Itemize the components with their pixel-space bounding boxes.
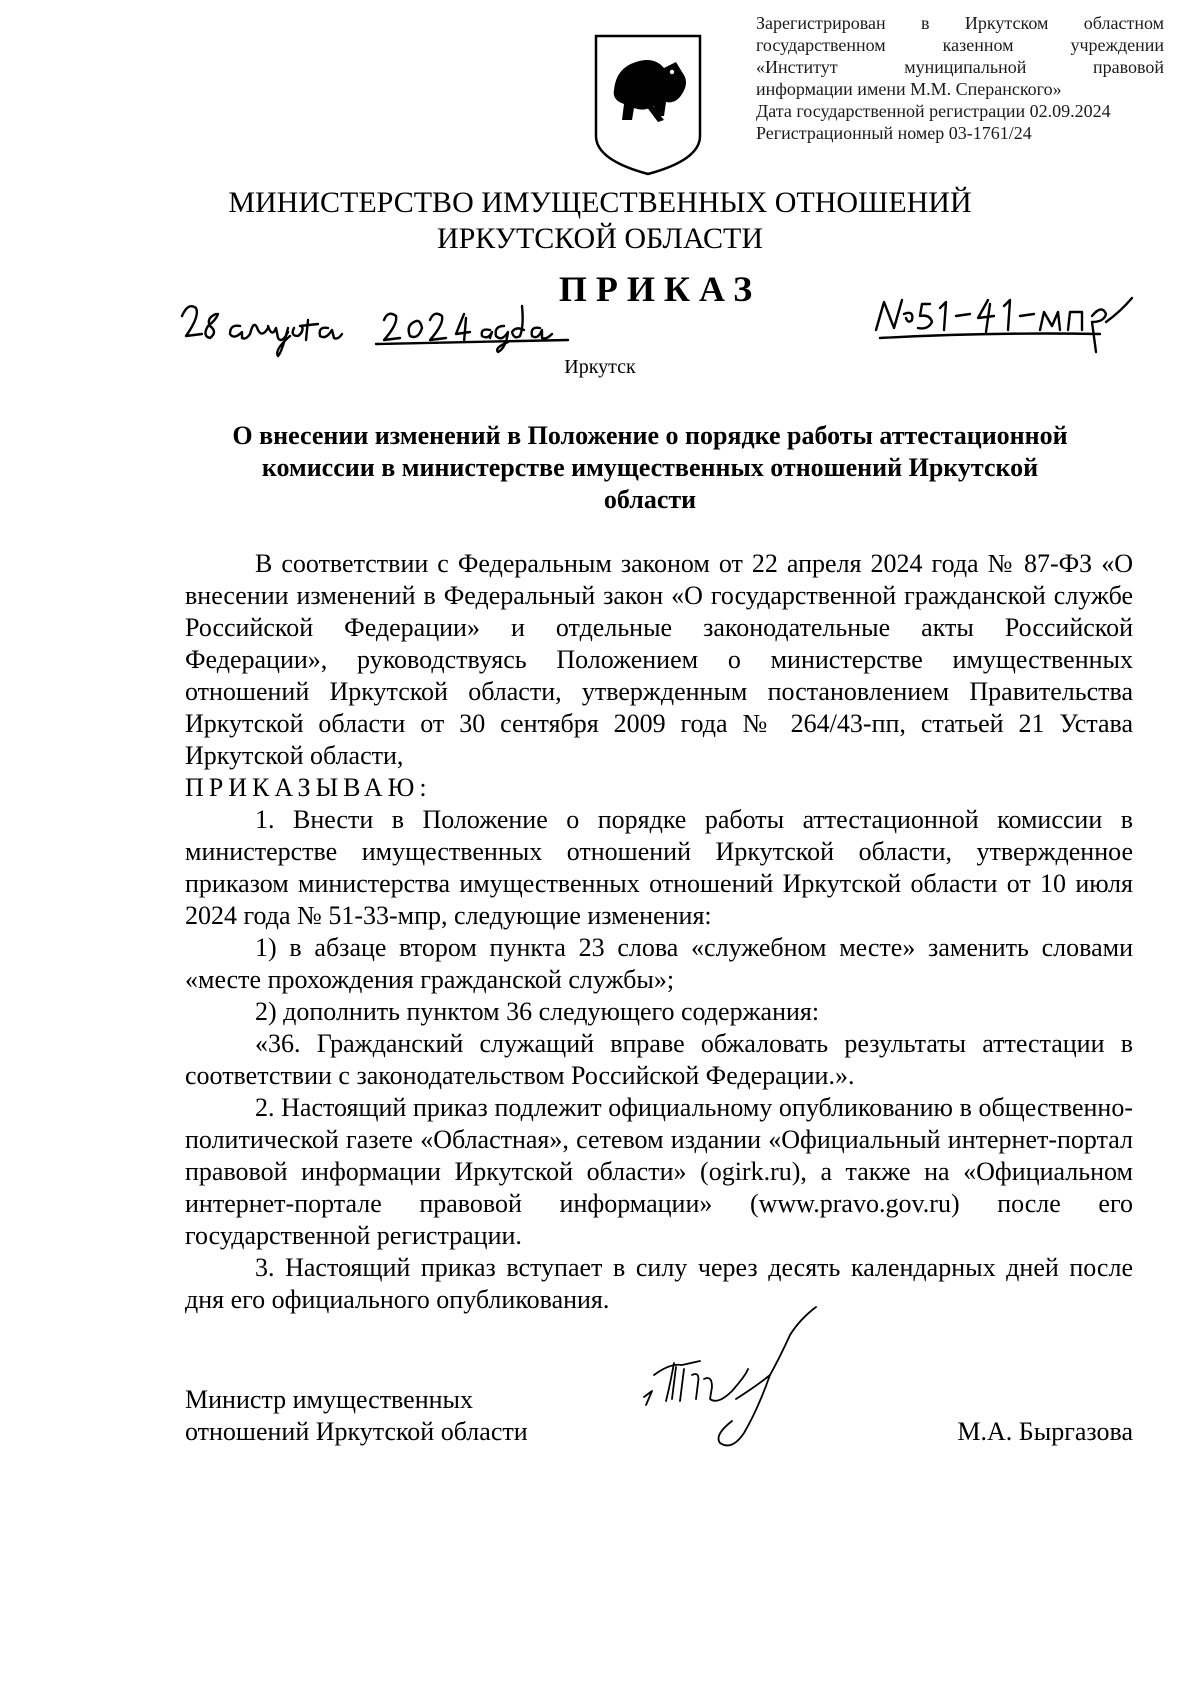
signer-title-line1: Министр имущественных (185, 1385, 474, 1414)
item-1-subitem-1: 1) в абзаце втором пункта 23 слова «служебном месте» заменить словами «месте прохождения гражданской службы»; (185, 933, 1133, 994)
handwritten-signature (640, 1305, 880, 1455)
registration-stamp (756, 12, 1164, 144)
signer-title (185, 1384, 605, 1448)
subject-line2: комиссии в министерстве имущественных отношений Иркутской (261, 453, 1039, 482)
item-3: 3. Настоящий приказ вступает в силу через десять календарных дней после дня его официального опубликования. (185, 1253, 1133, 1314)
item-2: 2. Настоящий приказ подлежит официальному опубликованию в общественно-политической газете «Областная», сетевом издании «Официальный интернет-портал правовой информации Иркутской области» (ogirk.ru), а также на «Официальном интернет-портале правовой информации» (www.pravo.gov.ru) после его государственной регистрации. (185, 1093, 1133, 1250)
registration-line: информации имени М.М. Сперанского» (756, 79, 1062, 99)
ministry-name-line1: МИНИСТЕРСТВО ИМУЩЕСТВЕННЫХ ОТНОШЕНИЙ (228, 186, 972, 219)
preamble-paragraph: В соответствии с Федеральным законом от 22 апреля 2024 года № 87-ФЗ «О внесении изменений в Федеральный закон «О государственной гражданской службе Российской Федерации» и отдельные законодательные акты Российской Федерации», руководствуясь Положением о министерстве имущественных отношений Иркутской области, утвержденным постановлением Правительства Иркутской области от 30 сентября 2009 года № 264/43-пп, статьей 21 Устава Иркутской области, (185, 549, 1133, 770)
item-1: 1. Внести в Положение о порядке работы аттестационной комиссии в министерстве имущественных отношений Иркутской области, утвержденное приказом министерства имущественных отношений Иркутской области от 10 июля 2024 года № 51-33-мпр, следующие изменения: (185, 805, 1133, 930)
city: Иркутск (564, 356, 636, 378)
registration-date: Дата государственной регистрации 02.09.2024 (756, 101, 1111, 121)
ministry-name (160, 185, 1040, 257)
document-type: ПРИКАЗ (558, 269, 762, 309)
order-word: ПРИКАЗЫВАЮ: (185, 773, 432, 802)
item-1-subitem-2: 2) дополнить пунктом 36 следующего содержания: (255, 997, 820, 1026)
document-body (185, 548, 1133, 1316)
handwritten-number (870, 290, 1140, 360)
coat-of-arms-icon (592, 32, 704, 178)
registration-line: Зарегистрирован в Иркутском областном (756, 13, 1164, 33)
signer-name: М.А. Быргазова (957, 1417, 1133, 1446)
item-1-new-point-36: «36. Гражданский служащий вправе обжаловать результаты аттестации в соответствии с законодательством Российской Федерации.». (185, 1029, 1133, 1090)
registration-line: государственном казенном учреждении (756, 35, 1164, 55)
signer-title-line2: отношений Иркутской области (185, 1417, 528, 1446)
ministry-name-line2: ИРКУТСКОЙ ОБЛАСТИ (436, 222, 764, 255)
subject-line3: области (603, 485, 697, 514)
document-subject (180, 420, 1120, 516)
subject-line1: О внесении изменений в Положение о порядке работы аттестационной (232, 421, 1068, 450)
registration-line: «Институт муниципальной правовой (756, 57, 1164, 77)
registration-number: Регистрационный номер 03-1761/24 (756, 123, 1032, 143)
handwritten-date (178, 296, 598, 358)
